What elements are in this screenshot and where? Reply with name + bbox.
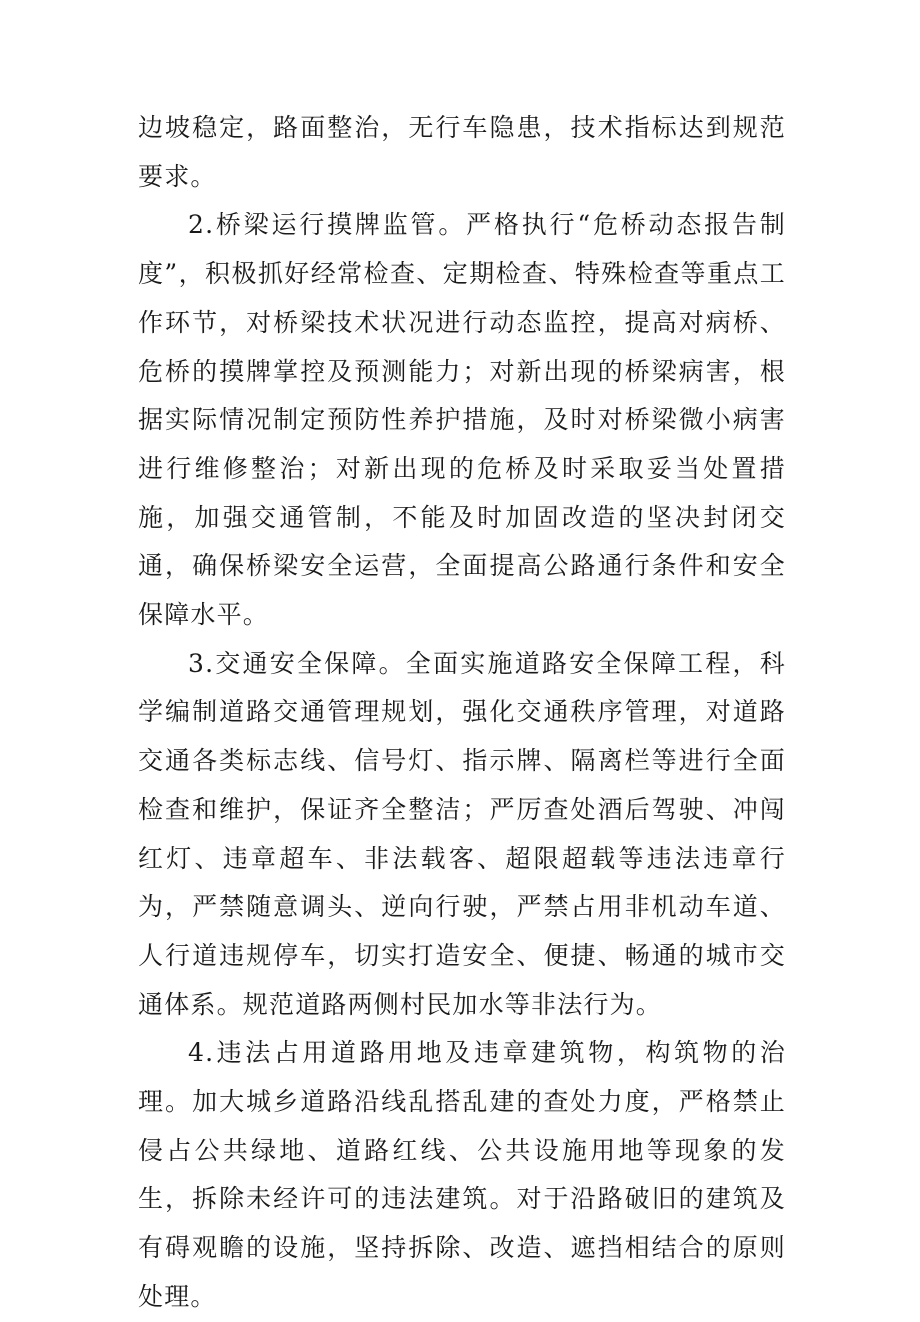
paragraph-continuation: 边坡稳定，路面整治，无行车隐患，技术指标达到规范要求。 <box>138 113 786 191</box>
paragraph-illegal-construction: 4.违法占用道路用地及违章建筑物，构筑物的治理。加大城乡道路沿线乱搭乱建的查处力度，严格禁止侵占公共绿地、道路红线、公共设施用地等现象的发生，拆除未经许可的违法建筑。对于沿路破旧的建筑及有碍观瞻的设施，坚持拆除、改造、遮挡相结合的原则处理。 <box>138 1038 786 1311</box>
document-body <box>138 104 786 1322</box>
paragraph-traffic-safety: 3.交通安全保障。全面实施道路安全保障工程，科学编制道路交通管理规划，强化交通秩序管理，对道路交通各类标志线、信号灯、指示牌、隔离栏等进行全面检查和维护，保证齐全整洁；严厉查处酒后驾驶、冲闯红灯、违章超车、非法载客、超限超载等违法违章行为，严禁随意调头、逆向行驶，严禁占用非机动车道、人行道违规停车，切实打造安全、便捷、畅通的城市交通体系。规范道路两侧村民加水等非法行为。 <box>138 648 786 1019</box>
paragraph-bridge-supervision: 2.桥梁运行摸牌监管。严格执行“危桥动态报告制度”，积极抓好经常检查、定期检查、特殊检查等重点工作环节，对桥梁技术状况进行动态监控，提高对病桥、危桥的摸牌掌控及预测能力；对新出现的桥梁病害，根据实际情况制定预防性养护措施，及时对桥梁微小病害进行维修整治；对新出现的危桥及时采取妥当处置措施，加强交通管制，不能及时加固改造的坚决封闭交通，确保桥梁安全运营，全面提高公路通行条件和安全保障水平。 <box>138 210 786 630</box>
